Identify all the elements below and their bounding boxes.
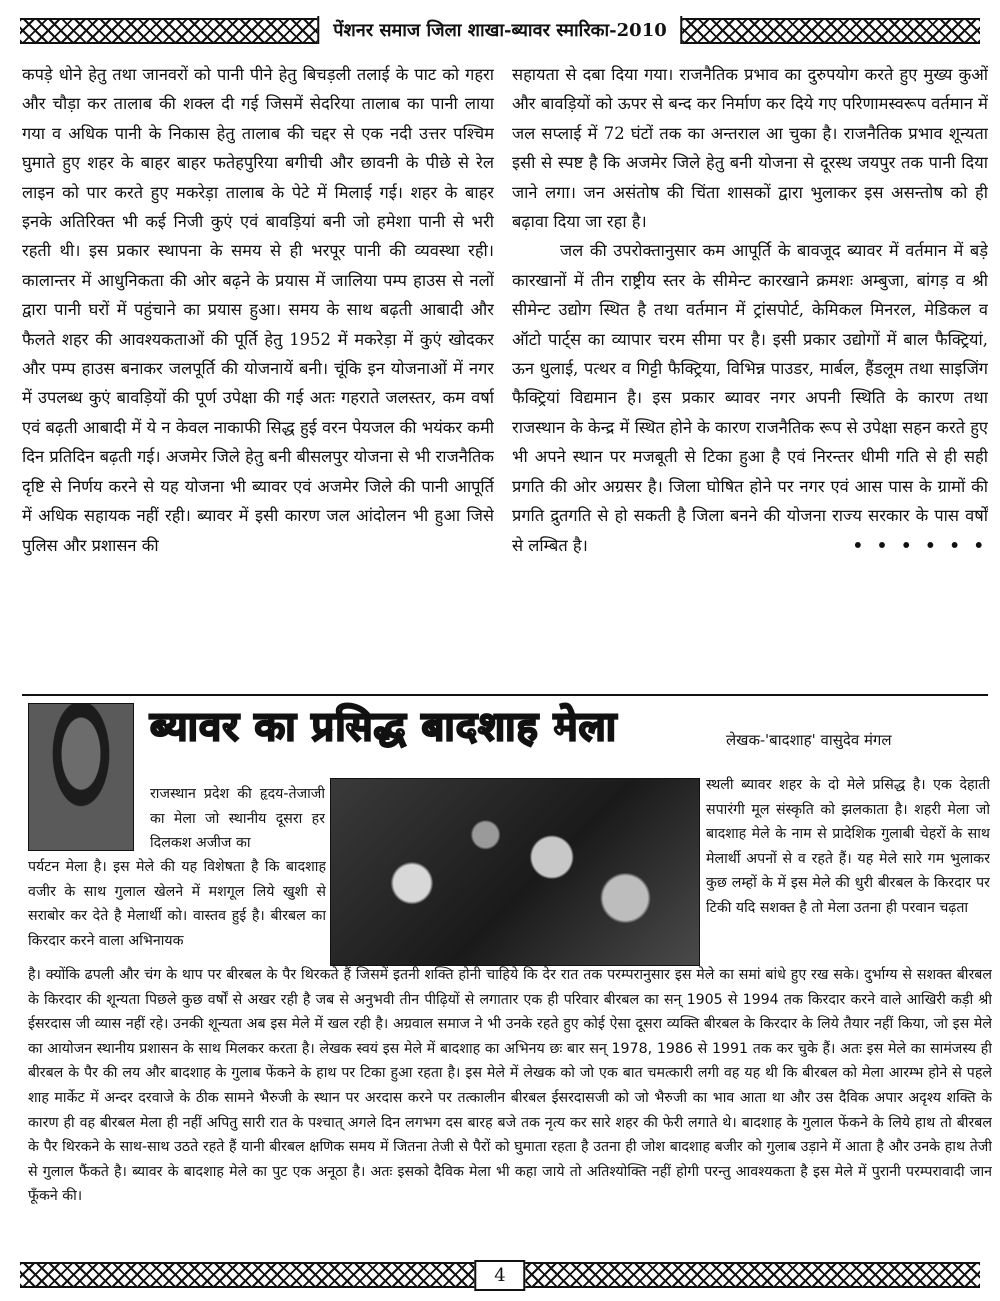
end-of-article-mark: • • • • • •: [852, 535, 988, 555]
article-body: है। क्योंकि ढपली और चंग के थाप पर बीरबल के पैर थिरकते हैं जिसमें इतनी शक्ति होनी चाहिये कि देर रात तक परम्परानुसार इस मेले का समां बांधे हुए रख सके। दुर्भाग्य से सशक्त बीरबल के किरदार की शून्यता पिछले कुछ वर्षों से अखर रही है जब से अनुभवी तीन पीढ़ियों से लगातार एक ही परिवार बीरबल का सन् 1905 से 1994 तक किरदार करने वाले आखिरी कड़ी श्री ईसरदास जी व्यास नहीं रहे। उनकी शून्यता अब इस मेले में खल रही है। अग्रवाल समाज ने भी उनके रहते हुए कोई ऐसा दूसरा व्यक्ति बीरबल के किरदार के लिये तैयार नहीं किया, जो इस मेले का आयोजन स्थानीय प्रशासन के साथ मिलकर करता है। लेखक स्वयं इस मेले में बादशाह का अभिनय छः बार सन् 1978, 1986 से 1991 तक कर चुके हैं। अतः इस मेले का सामंजस्य ही बीरबल के पैर की लय और बादशाह के गुलाब फेंकने के हाथ पर टिका हुआ रहता है। इस मेले में लेखक को जो एक बात चमत्कारी लगी वह यह थी कि बीरबल को मेला आरम्भ होने से पहले शाह मार्केट में अन्दर दरवाजे के ठीक सामने भैरुजी के स्थान पर अरदास करने पर तत्कालीन बीरबल ईसरदासजी को जो भैरुजी का भाव आता था और उस दैविक अपार अदृश्य शक्ति के कारण ही वह बीरबल मेला ही नहीं अपितु सारी रात के पश्चात् अगले दिन लगभग दस बारह बजे तक नृत्य कर सारे शहर की फेरी लगाते थे। बादशाह के गुलाल फेंकने के लिये हाथ तो बीरबल के पैर थिरकने के साथ-साथ उठते रहते हैं यानी बीरबल क्षणिक समय में जितना तेजी से पैरों को घुमाता रहता है उतना ही जोश बादशाह बजीर को गुलाब उड़ाने में आता है और उनके हाथ तेजी से गुलाल फैंकते है। ब्यावर के बादशाह मेले का पुट एक अनूठा है। अतः इसको दैविक मेला भी कहा जाये तो अतिश्योक्ति नहीं होगी परन्तु आवश्यकता है इस मेले में पुरानी परम्परावादी जान फूँकने की।: [28, 967, 992, 1205]
left-column-text: कपड़े धोने हेतु तथा जानवरों को पानी पीने हेतु बिचड़ली तलाई के पाट को गहरा और चौड़ा कर तालाब की शक्ल दी गई जिसमें सेदरिया तालाब का पानी लाया गया व अधिक पानी के निकास हेतु तालाब की चद्दर से एक नदी उत्तर पश्चिम घुमाते हुए शहर के बाहर बाहर फतेहपुरिया बगीची और छावनी के पीछे से रेल लाइन को पार करते हुए मकरेड़ा तालाब के पेटे में मिलाई गई। शहर के बाहर इनके अतिरिक्त भी कई निजी कुएं एवं बावड़ियां बनी जो हमेशा पानी से भरी रहती थी। इस प्रकार स्थापना के समय से ही भरपूर पानी की व्यवस्था रही। कालान्तर में आधुनिकता की ओर बढ़ने के प्रयास में जालिया पम्प हाउस से नलों द्वारा पानी घरों में पहुंचाने का प्रयास हुआ। समय के साथ बढ़ती आबादी और फैलते शहर की आवश्यकताओं की पूर्ति हेतु 1952 में मकरेड़ा में कुएं खोदकर और पम्प हाउस बनाकर जलपूर्ति की योजनायें बनी। चूंकि इन योजनाओं में नगर में उपलब्ध कुएं बावड़ियों की पूर्ण उपेक्षा की गई अतः गहराते जलस्तर, कम वर्षा एवं बढ़ती आबादी में ये न केवल नाकाफी सिद्ध हुई वरन पेयजल की भयंकर कमी दिन प्रतिदिन बढ़ती गई। अजमेर जिले हेतु बनी बीसलपुर योजना से भी राजनैतिक दृष्टि से निर्णय करने से यह योजना भी ब्यावर एवं अजमेर जिले की पानी आपूर्ति में अधिक सहायक नहीं रही। ब्यावर में इसी कारण जल आंदोलन भी हुआ जिसे पुलिस और प्रशासन की: [22, 65, 494, 555]
right-column-paragraph-1: सहायता से दबा दिया गया। राजनैतिक प्रभाव का दुरुपयोग करते हुए मुख्य कुओं और बावड़ियों को ऊपर से बन्द कर निर्माण कर दिये गए परिणामस्वरूप वर्तमान में जल सप्लाई में 72 घंटों तक का अन्तराल आ चुका है। राजनैतिक प्रभाव शून्यता इसी से स्पष्ट है कि अजमेर जिले हेतु बनी योजना से दूरस्थ जयपुर तक पानी दिया जाने लगा। जन असंतोष की चिंता शासकों द्वारा भुलाकर इस असन्तोष को ही बढ़ावा दिया जा रहा है।: [512, 65, 988, 232]
section-divider: [22, 694, 988, 696]
article-text-left-middle: पर्यटन मेला है। इस मेले की यह विशेषता है कि बादशाह वजीर के साथ गुलाल खेलने में मशगूल लिये खुशी से सराबोर कर देते है मेलार्थी को। वास्तव हुई है। बीरबल का किरदार करने वाला अभिनायक: [28, 859, 326, 949]
article-byline: लेखक-'बादशाह' वासुदेव मंगल: [726, 731, 892, 749]
page-header-title: पेंशनर समाज जिला शाखा-ब्यावर स्मारिका-2010: [317, 16, 682, 44]
right-column: [512, 60, 988, 690]
right-column-paragraph-2-text: जल की उपरोक्तानुसार कम आपूर्ति के बावजूद ब्यावर में वर्तमान में बड़े कारखानों में तीन राष्ट्रीय स्तर के सीमेन्ट कारखाने क्रमशः अम्बुजा, बांगड़ व श्री सीमेन्ट उद्योग स्थित है तथा वर्तमान में ट्रांसपोर्ट, केमिकल मिनरल, मेडिकल व ऑटो पार्ट्स का व्यापार चरम सीमा पर है। इसी प्रकार उद्योगों में बाल फैक्ट्रियां, ऊन धुलाई, पत्थर व गिट्टी फैक्ट्रिया, विभिन्न पाउडर, मार्बल, हैंडलूम तथा साइजिंग फैक्ट्रियां विद्यमान है। इस प्रकार ब्यावर नगर अपनी स्थिति के कारण तथा राजस्थान के केन्द्र में स्थित होने के कारण राजनैतिक रूप से उपेक्षा सहन करते हुए भी अपने स्थान पर मजबूती से टिका हुआ है एवं निरन्तर धीमी गति से ही सही प्रगति की ओर अग्रसर है। जिला घोषित होने पर नगर एवं आस पास के ग्रामों की प्रगति द्रुतगति से हो सकती है जिला बनने की योजना राज्य सरकार के पास वर्षों से लम्बित है।: [512, 241, 988, 555]
article-text-right: स्थली ब्यावर शहर के दो मेले प्रसिद्ध है। एक देहाती सपारंगी मूल संस्कृति को झलकाता है। शहरी मेला जो बादशाह मेले के नाम से प्रादेशिक गुलाबी चेहरों के साथ मेलार्थी अपनों से व रहते हैं। यह मेले सारे गम भुलाकर कुछ लम्हों के में इस मेले की धुरी बीरबल के किरदार पर टिकी यदि सशक्त है तो मेला उतना ही परवान चढ़ता: [706, 777, 990, 916]
mela-event-photo: [330, 778, 700, 966]
article-text-left-top: राजस्थान प्रदेश की हृदय-तेजाजी का मेला जो स्थानीय दूसरा हर दिलकश अजीज का: [150, 786, 325, 852]
right-column-paragraph-2: [512, 236, 988, 559]
author-photo: [28, 703, 134, 851]
article-title: ब्यावर का प्रसिद्ध बादशाह मेला: [150, 704, 618, 750]
left-column: [22, 60, 494, 690]
page-number: 4: [474, 1260, 525, 1291]
